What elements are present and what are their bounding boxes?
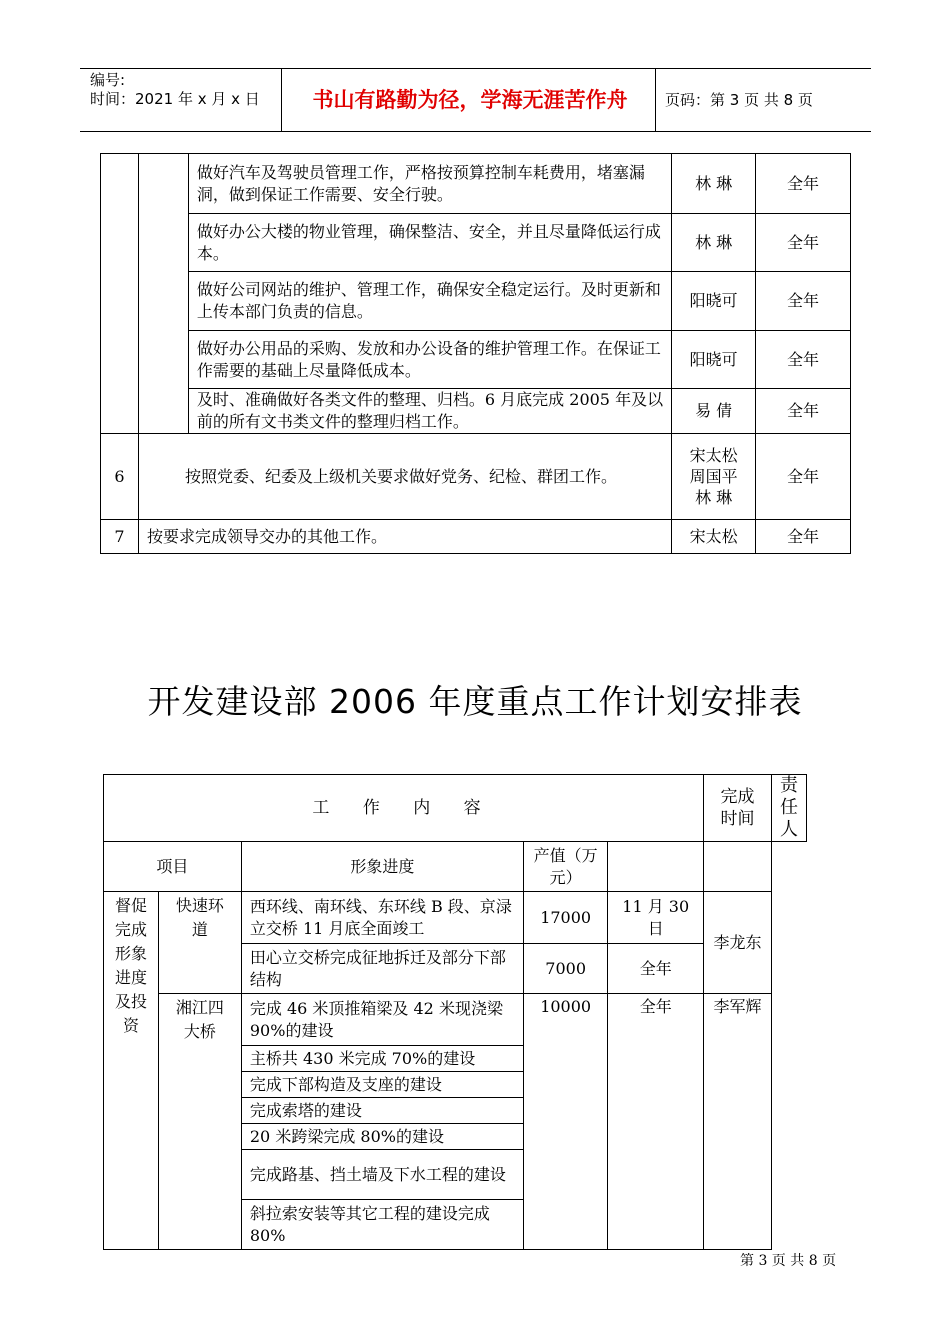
table-subheader-row (104, 842, 807, 892)
person-name: 宋太松 (689, 446, 738, 465)
plan-table (103, 774, 807, 1250)
task-cell: 做好办公大楼的物业管理，确保整洁、安全，并且尽量降低运行成本。 (188, 214, 671, 272)
document-title: 开发建设部 2006 年度重点工作计划安排表 (147, 682, 803, 721)
header-motto: 书山有路勤为径，学海无涯苦作舟 (312, 88, 628, 112)
empty-cell (704, 842, 772, 892)
subheader-value: 产值（万元） (523, 842, 607, 892)
table-row (101, 520, 851, 554)
table-row (101, 389, 851, 434)
time-cell: 全年 (756, 214, 851, 272)
progress-cell: 20 米跨梁完成 80%的建设 (241, 1124, 523, 1150)
person-name: 周国平 (689, 467, 738, 486)
subheader-item: 项目 (104, 842, 242, 892)
task-cell: 及时、准确做好各类文件的整理、归档。6 月底完成 2005 年及以前的所有文书类文件的整理归档工作。 (188, 389, 671, 434)
person-cell: 林 琳 (672, 214, 756, 272)
header-meta (90, 71, 260, 109)
num-cell: 7 (101, 520, 139, 554)
page-footer: 第 3 页 共 8 页 (740, 1253, 837, 1269)
progress-cell: 完成索塔的建设 (241, 1098, 523, 1124)
value-cell: 17000 (523, 892, 607, 944)
time-cell: 全年 (756, 331, 851, 389)
category-cell: 督促完成形象进度及投资 (104, 892, 159, 1250)
time-label: 时间：2021 年 x 月 x 日 (90, 90, 260, 108)
task-cell: 按要求完成领导交办的其他工作。 (138, 520, 671, 554)
progress-cell: 田心立交桥完成征地拆迁及部分下部结构 (241, 944, 523, 994)
task-cell: 做好公司网站的维护、管理工作，确保安全稳定运行。及时更新和上传本部门负责的信息。 (188, 272, 671, 331)
table-row (101, 154, 851, 214)
header-page-info: 页码：第 3 页 共 8 页 (665, 91, 813, 109)
table-row (101, 214, 851, 272)
time-cell: 全年 (608, 944, 704, 994)
page-header (80, 68, 871, 132)
time-cell: 全年 (608, 994, 704, 1250)
person-cell: 易 倩 (672, 389, 756, 434)
table-row (101, 331, 851, 389)
time-cell: 全年 (756, 154, 851, 214)
num-cell (101, 154, 139, 434)
progress-cell: 西环线、南环线、东环线 B 段、京渌立交桥 11 月底全面竣工 (241, 892, 523, 944)
time-cell: 11 月 30 日 (608, 892, 704, 944)
person-cell: 阳晓可 (672, 272, 756, 331)
subheader-progress: 形象进度 (241, 842, 523, 892)
progress-cell: 斜拉索安装等其它工程的建设完成 80% (241, 1200, 523, 1250)
progress-cell: 完成路基、挡土墙及下水工程的建设 (241, 1150, 523, 1200)
project-cell: 快速环道 (158, 892, 241, 994)
header-completion-time: 完成时间 (704, 775, 772, 842)
task-table (100, 153, 851, 554)
time-cell: 全年 (756, 389, 851, 434)
person-cell: 林 琳 (672, 154, 756, 214)
person-cell: 宋太松 (672, 520, 756, 554)
time-cell: 全年 (756, 434, 851, 520)
table-row (104, 994, 807, 1046)
empty-cell (138, 154, 188, 434)
header-divider (281, 69, 282, 131)
time-cell: 全年 (756, 272, 851, 331)
progress-cell: 主桥共 430 米完成 70%的建设 (241, 1046, 523, 1072)
time-cell: 全年 (756, 520, 851, 554)
value-cell: 10000 (523, 994, 607, 1250)
header-responsible: 责任人 (772, 775, 807, 842)
empty-cell (608, 842, 704, 892)
person-cell: 阳晓可 (672, 331, 756, 389)
table-row (101, 434, 851, 520)
task-cell: 做好办公用品的采购、发放和办公设备的维护管理工作。在保证工作需要的基础上尽量降低成本。 (188, 331, 671, 389)
value-cell: 7000 (523, 944, 607, 994)
number-label: 编号: (90, 71, 126, 89)
person-name: 林 琳 (695, 488, 733, 507)
responsible-cell: 李龙东 (704, 892, 772, 994)
responsible-cell: 李军辉 (704, 994, 772, 1250)
header-divider (655, 69, 656, 131)
task-cell: 按照党委、纪委及上级机关要求做好党务、纪检、群团工作。 (138, 434, 671, 520)
progress-cell: 完成下部构造及支座的建设 (241, 1072, 523, 1098)
progress-cell: 完成 46 米顶推箱梁及 42 米现浇梁 90%的建设 (241, 994, 523, 1046)
table-header-row (104, 775, 807, 842)
num-cell: 6 (101, 434, 139, 520)
table-row (101, 272, 851, 331)
header-work-content: 工 作 内 容 (104, 775, 704, 842)
task-cell: 做好汽车及驾驶员管理工作，严格按预算控制车耗费用，堵塞漏洞，做到保证工作需要、安全行驶。 (188, 154, 671, 214)
table-row (104, 892, 807, 944)
person-cell (672, 434, 756, 520)
project-cell: 湘江四大桥 (158, 994, 241, 1250)
